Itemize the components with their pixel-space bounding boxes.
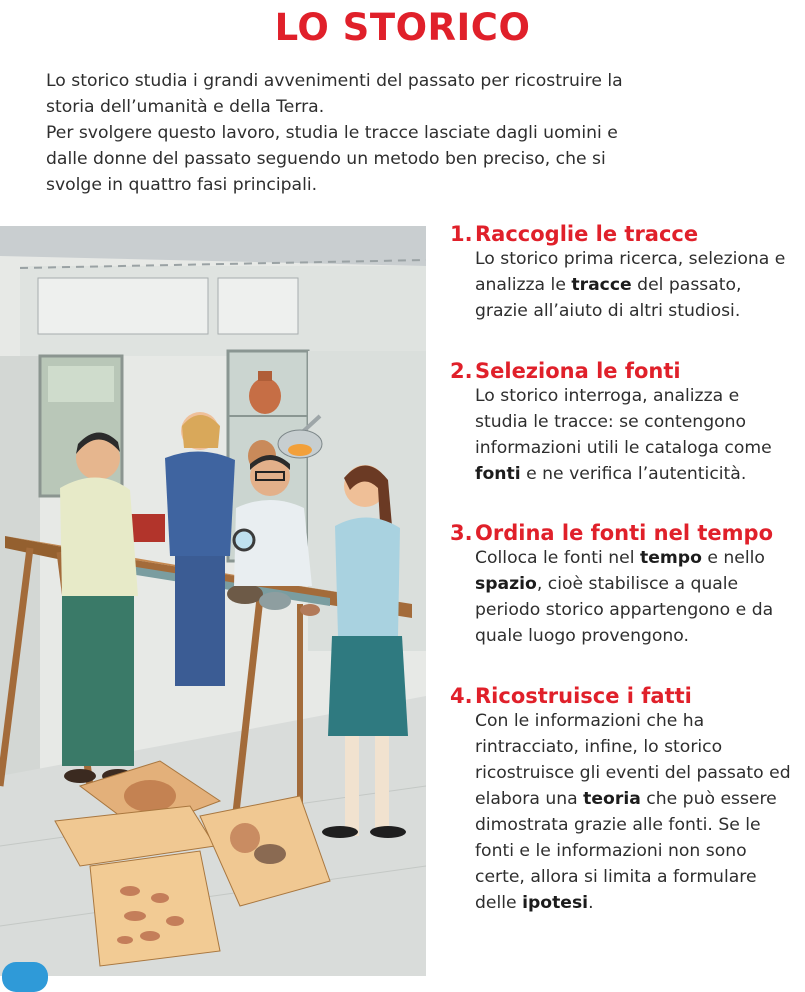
step-1-text-part: Lo storico prima ricerca, seleziona e analizza le: [475, 249, 786, 295]
step-4-keyword: teoria: [583, 789, 641, 809]
step-3-text-part: , cioè stabilisce a quale periodo storico appartengono e da quale luogo provengono.: [475, 574, 774, 646]
step-1-number: 1.: [450, 222, 473, 246]
step-3-title: Ordina le fonti nel tempo: [475, 521, 774, 545]
step-2-keyword: fonti: [475, 464, 521, 484]
step-1-text-part: del passato, grazie all’aiuto di altri studiosi.: [475, 275, 742, 321]
step-1: [450, 222, 795, 324]
step-1-keyword: tracce: [571, 275, 632, 295]
step-3-keyword: spazio: [475, 574, 537, 594]
step-3-text: [475, 545, 795, 649]
step-3-heading: [450, 521, 795, 545]
step-3-text-part: Colloca le fonti nel: [475, 548, 640, 568]
step-1-heading: [450, 222, 795, 246]
step-4: [450, 684, 795, 916]
step-4-text: [475, 708, 795, 916]
step-2-text: [475, 383, 795, 487]
step-2-heading: [450, 359, 795, 383]
intro-text: [46, 68, 646, 198]
step-3-keyword: tempo: [640, 548, 702, 568]
step-4-heading: [450, 684, 795, 708]
step-1-text: [475, 246, 795, 324]
step-4-text-part: che può essere dimostrata grazie alle fonti. Se le fonti e le informazioni non sono certe, allora si limita a formulare delle: [475, 789, 777, 913]
step-4-text-part: .: [588, 893, 594, 913]
step-4-keyword: ipotesi: [522, 893, 589, 913]
step-3: [450, 521, 795, 649]
step-4-title: Ricostruisce i fatti: [475, 684, 692, 708]
page-number-tab: [2, 962, 48, 992]
lab-illustration: [0, 226, 426, 976]
step-2-number: 2.: [450, 359, 473, 383]
step-2-text-part: Lo storico interroga, analizza e studia le tracce: se contengono informazioni utili le cataloga come: [475, 386, 772, 458]
step-2: [450, 359, 795, 487]
step-3-text-part: e nello: [701, 548, 765, 568]
step-4-number: 4.: [450, 684, 473, 708]
intro-paragraph-1: Lo storico studia i grandi avvenimenti del passato per ricostruire la storia dell’umanità e della Terra.: [46, 71, 623, 117]
step-2-text-part: e ne verifica l’autenticità.: [520, 464, 747, 484]
step-3-number: 3.: [450, 521, 473, 545]
step-1-title: Raccoglie le tracce: [475, 222, 699, 246]
step-2-title: Seleziona le fonti: [475, 359, 681, 383]
page-title: LO STORICO: [274, 6, 531, 49]
step-4-text-part: Con le informazioni che ha rintracciato, infine, lo storico ricostruisce gli eventi del passato ed elabora una: [475, 711, 791, 809]
intro-paragraph-2: Per svolgere questo lavoro, studia le tracce lasciate dagli uomini e dalle donne del passato seguendo un metodo ben preciso, che si svolge in quattro fasi principali.: [46, 123, 618, 195]
